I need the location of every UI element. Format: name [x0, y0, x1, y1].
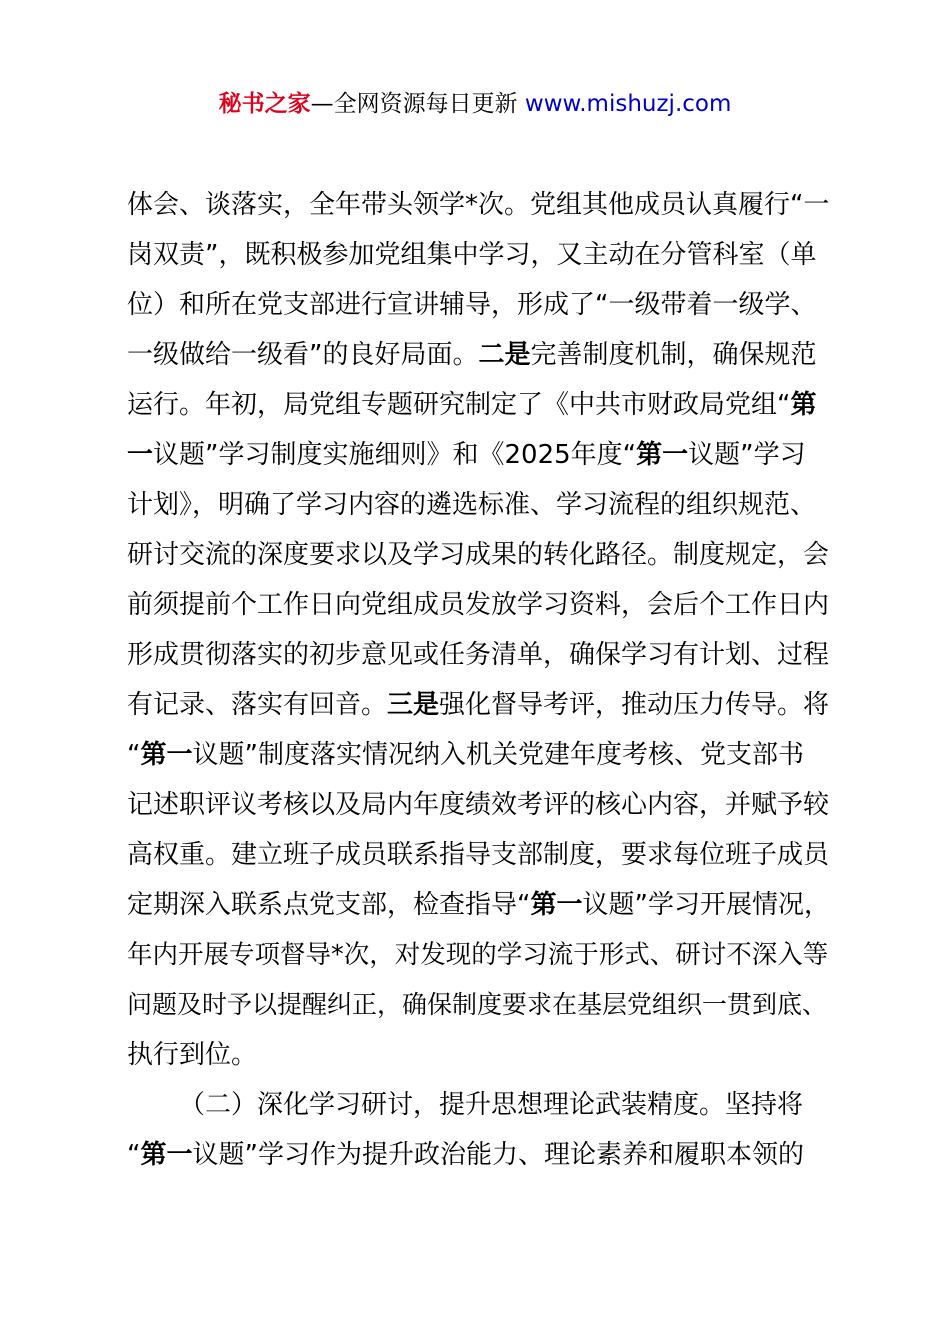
bold-text: 第一 — [140, 740, 193, 770]
text-line — [127, 980, 837, 1030]
text-span: 问题及时予以提醒纠正，确保制度要求在基层党组织一贯到底、 — [127, 990, 828, 1019]
text-line — [127, 830, 837, 880]
text-line — [127, 630, 837, 680]
bold-text: 一 — [127, 440, 154, 470]
text-span: 强化督导考评，推动压力传导。将 — [439, 690, 830, 720]
text-span: 议题”学习 — [688, 440, 806, 470]
text-span: 定期深入联系点党支部，检查指导“ — [127, 890, 531, 920]
text-span: 议题”学习制度实施细则》和《2025年度“ — [153, 440, 637, 470]
text-line — [127, 430, 837, 480]
text-span: 完善制度机制，确保规范 — [530, 340, 817, 370]
text-span: 执行到位。 — [127, 1040, 258, 1070]
text-line — [127, 180, 837, 230]
text-line — [127, 1130, 837, 1180]
text-span: 形成贯彻落实的初步意见或任务清单，确保学习有计划、过程 — [127, 640, 830, 670]
text-span: 位）和所在党支部进行宣讲辅导，形成了“一级带着一级学、 — [127, 290, 817, 320]
text-span: 一级做给一级看”的良好局面。 — [127, 340, 479, 370]
page-header — [0, 88, 950, 120]
text-span: 岗双责”，既积极参加党组集中学习，又主动在分管科室（单 — [127, 240, 817, 270]
text-span: 计划》，明确了学习内容的遴选标准、学习流程的组织规范、 — [127, 490, 817, 520]
bold-text: 第一 — [636, 440, 689, 470]
text-line — [127, 380, 837, 430]
site-url[interactable]: www.mishuzj.com — [524, 91, 732, 117]
text-span: 前须提前个工作日向党组成员发放学习资料，会后个工作日内 — [127, 590, 830, 620]
brand-name: 秘书之家 — [218, 91, 311, 117]
text-span: 运行。年初，局党组专题研究制定了《中共市财政局党组“ — [127, 390, 791, 420]
text-span: “ — [127, 740, 141, 770]
text-span: 议题”制度落实情况纳入机关党建年度考核、党支部书 — [192, 740, 804, 770]
text-line — [127, 480, 837, 530]
bold-text: 第一 — [530, 890, 583, 920]
bold-text: 三是 — [387, 690, 440, 720]
text-line — [127, 580, 837, 630]
text-span: 年内开展专项督导*次，对发现的学习流于形式、研讨不深入等 — [127, 940, 829, 970]
text-line — [127, 730, 837, 780]
text-line — [127, 780, 837, 830]
document-body — [127, 180, 837, 1180]
text-span: 体会、谈落实，全年带头领学*次。党组其他成员认真履行“一 — [127, 190, 830, 220]
header-slogan: —全网资源每日更新 — [310, 91, 525, 117]
bold-text: 第一 — [140, 1140, 193, 1170]
text-span: 研讨交流的深度要求以及学习成果的转化路径。制度规定，会 — [127, 540, 830, 570]
text-span: 议题”学习作为提升政治能力、理论素养和履职本领的 — [192, 1140, 804, 1170]
text-line — [127, 680, 837, 730]
text-line — [127, 530, 837, 580]
text-span: 议题”学习开展情况， — [582, 890, 830, 920]
text-line — [127, 880, 837, 930]
text-line — [127, 1030, 837, 1080]
bold-text: 第 — [790, 390, 817, 420]
text-line — [127, 930, 837, 980]
text-span: 高权重。建立班子成员联系指导支部制度，要求每位班子成员 — [127, 840, 830, 870]
text-span: 有记录、落实有回音。 — [127, 690, 388, 720]
text-span: （二）深化学习研讨，提升思想理论武装精度。坚持将 — [179, 1090, 804, 1120]
text-span: “ — [127, 1140, 141, 1170]
text-line — [127, 330, 837, 380]
bold-text: 二是 — [478, 340, 531, 370]
text-span: 记述职评议考核以及局内年度绩效考评的核心内容，并赋予较 — [127, 790, 830, 820]
text-line — [127, 1080, 837, 1130]
text-line — [127, 230, 837, 280]
text-line — [127, 280, 837, 330]
